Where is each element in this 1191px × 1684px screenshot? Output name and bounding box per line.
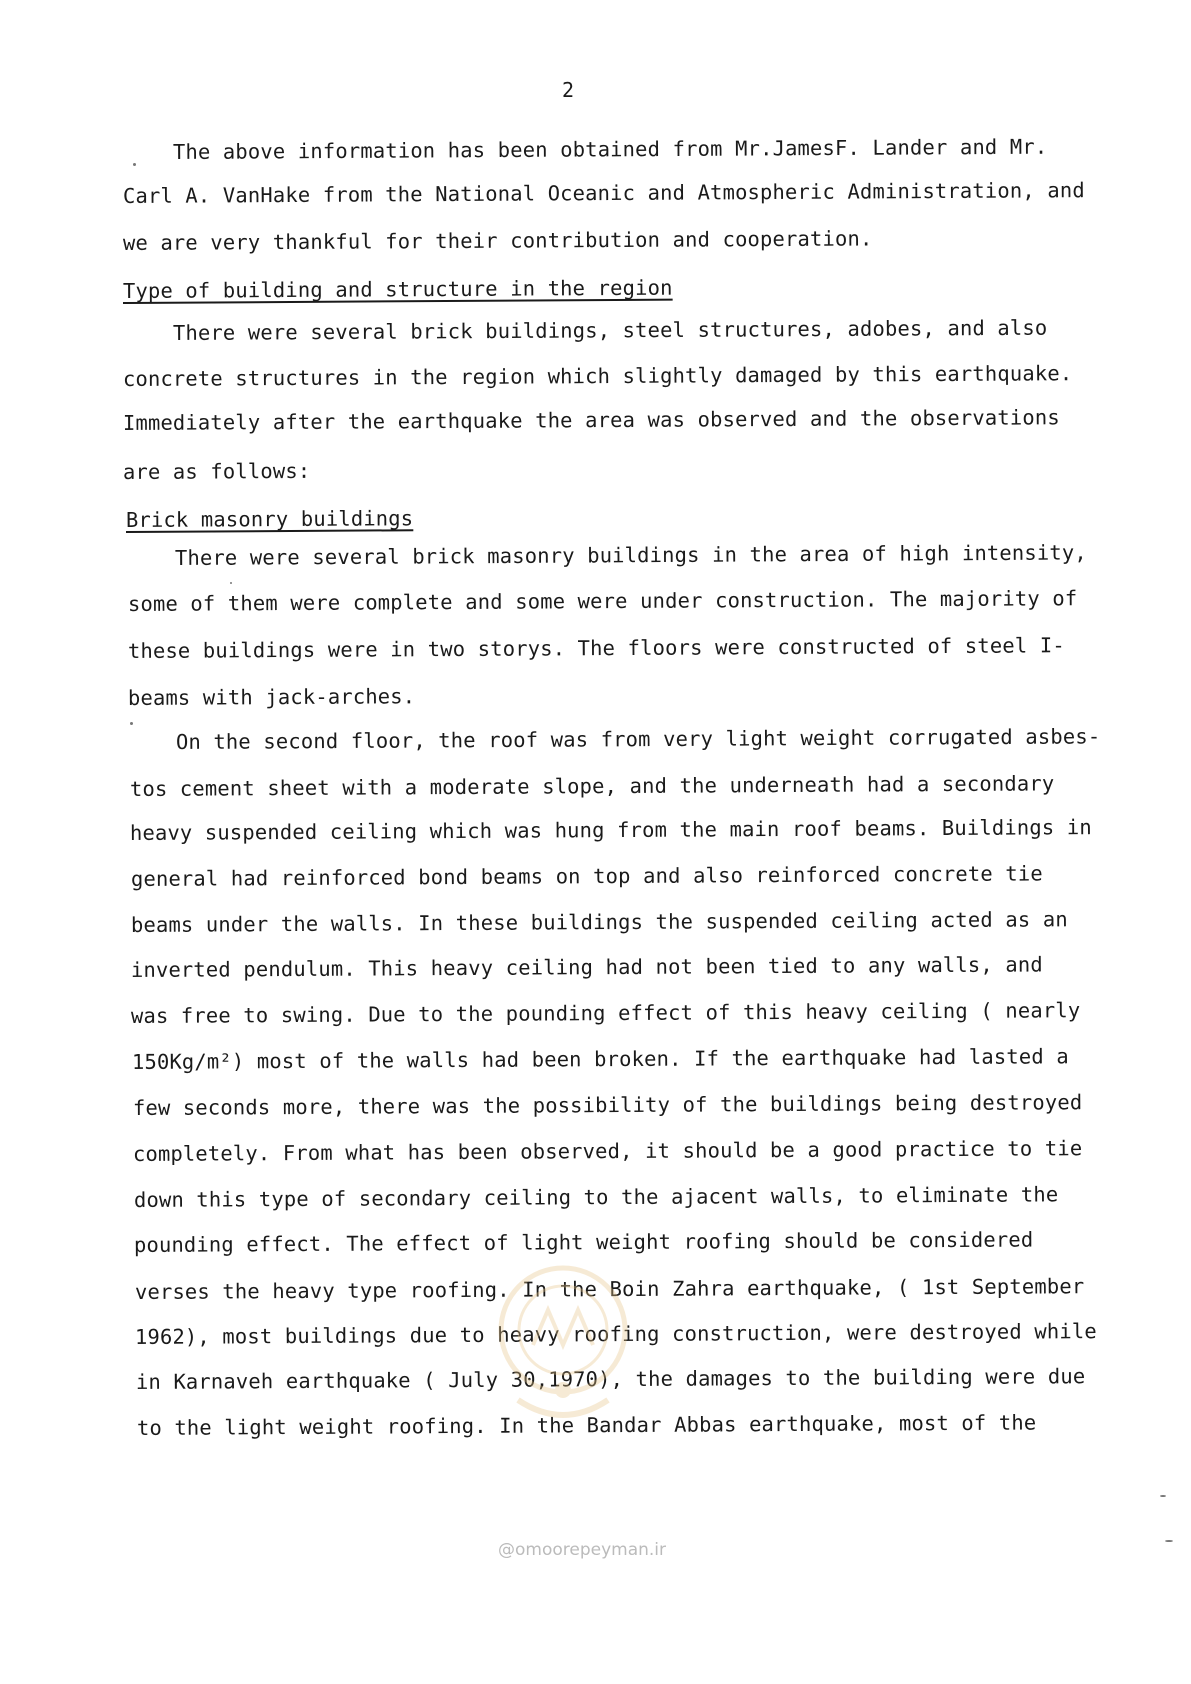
text-line: we are very thankful for their contribution and cooperation.	[122, 226, 873, 255]
text-line: general had reinforced bond beams on top and also reinforced concrete tie	[130, 861, 1043, 891]
page-number: 2	[562, 78, 575, 102]
text-line: 150Kg/m²) most of the walls had been broken. If the earthquake had lasted a	[131, 1044, 1069, 1074]
text-line: 1962), most buildings due to heavy roofing construction, were destroyed while	[134, 1319, 1097, 1349]
watermark-site: @omoorepeyman.ir	[498, 1540, 667, 1560]
text-line: heavy suspended ceiling which was hung from the main roof beams. Buildings in	[129, 815, 1092, 845]
text-line: beams under the walls. In these buildings the suspended ceiling acted as an	[130, 907, 1068, 937]
text-line: was free to swing. Due to the pounding effect of this heavy ceiling ( nearly	[130, 998, 1081, 1028]
text-line: to the light weight roofing. In the Bandar Abbas earthquake, most of the	[136, 1410, 1037, 1440]
scan-speck	[1160, 1495, 1166, 1497]
text-line: beams with jack-arches.	[127, 684, 416, 710]
scan-speck	[230, 582, 232, 584]
text-line: tos cement sheet with a moderate slope, and the underneath had a secondary	[129, 771, 1055, 801]
text-line: some of them were complete and some were under construction. The majority of	[127, 586, 1078, 616]
section-heading-building-type: Type of building and structure in the region	[122, 275, 673, 303]
text-line: On the second floor, the roof was from very light weight corrugated asbes-	[175, 724, 1101, 754]
text-line: concrete structures in the region which slightly damaged by this earthquake.	[122, 361, 1073, 391]
text-line: There were several brick buildings, steel structures, adobes, and also	[172, 315, 1048, 345]
text-line: The above information has been obtained from Mr.JamesF. Lander and Mr.	[172, 134, 1048, 164]
text-line: Immediately after the earthquake the area was observed and the observations	[122, 405, 1060, 435]
text-line: are as follows:	[122, 458, 311, 484]
scan-speck	[1165, 1540, 1173, 1542]
text-line: in Karnaveh earthquake ( July 30,1970), the damages to the building were due	[135, 1364, 1086, 1394]
text-line: few seconds more, there was the possibility of the buildings being destroyed	[132, 1090, 1083, 1120]
scan-speck	[130, 722, 133, 725]
text-line: completely. From what has been observed, it should be a good practice to tie	[132, 1136, 1083, 1166]
text-line: down this type of secondary ceiling to the ajacent walls, to eliminate the	[133, 1182, 1059, 1212]
text-line: inverted pendulum. This heavy ceiling had not been tied to any walls, and	[130, 952, 1043, 982]
text-line: these buildings were in two storys. The floors were constructed of steel I-	[127, 633, 1065, 663]
text-line: pounding effect. The effect of light weight roofing should be considered	[133, 1227, 1034, 1257]
section-heading-brick-masonry: Brick masonry buildings	[125, 506, 414, 532]
scan-speck	[133, 163, 136, 166]
text-line: Carl A. VanHake from the National Oceanic and Atmospheric Administration, and	[122, 178, 1085, 208]
text-line: verses the heavy type roofing. In the Boin Zahra earthquake, ( 1st September	[134, 1274, 1085, 1304]
text-line: There were several brick masonry buildings in the area of high intensity,	[174, 540, 1087, 570]
